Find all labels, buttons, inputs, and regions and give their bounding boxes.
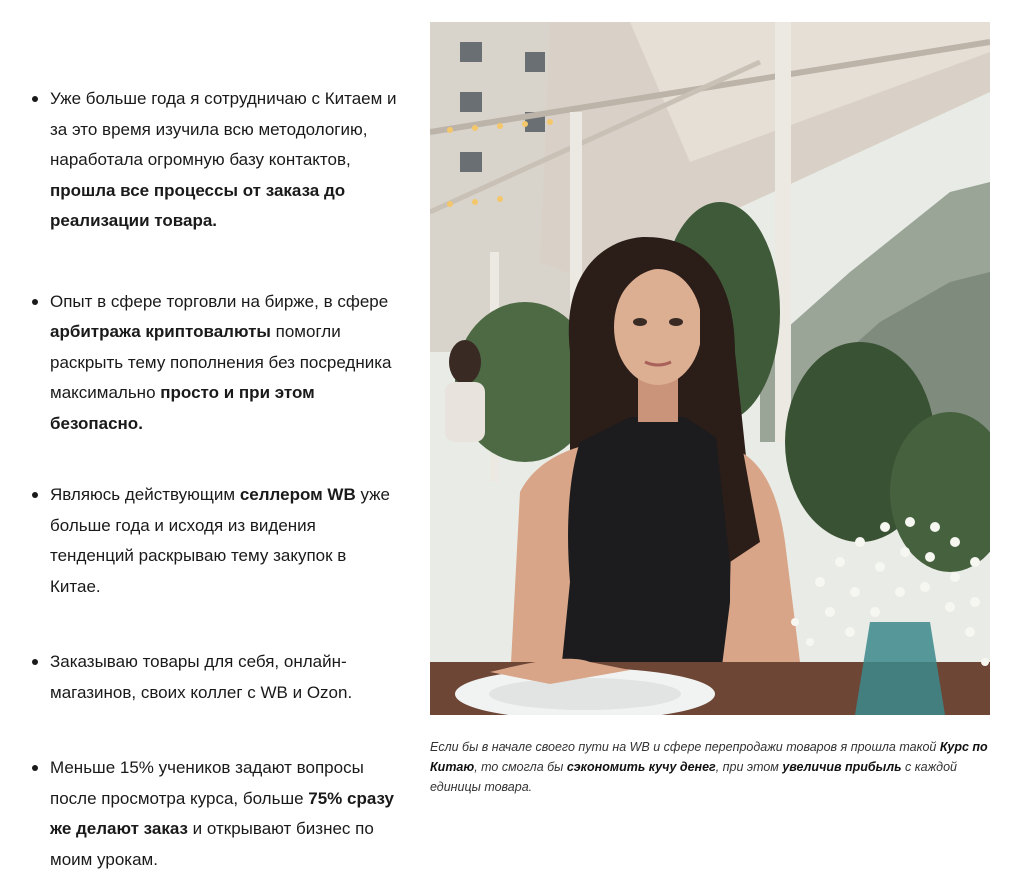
item-text: Меньше 15% учеников задают вопросы после просмотра курса, больше [50,758,364,808]
list-item [28,480,398,602]
item-text: Заказываю товары для себя, онлайн-магазинов, своих коллег с WB и Ozon. [50,652,353,702]
caption-highlight: увеличив прибыль [782,760,902,774]
caption-highlight: Курс по Китаю [430,740,988,774]
item-text: Уже больше года я сотрудничаю с Китаем и за это время изучила всю методологию, наработала огромную базу контактов, [50,89,397,169]
list-item [28,647,398,708]
caption-text: , то смогла бы [474,760,567,774]
caption-text: , при этом [715,760,783,774]
feature-list [28,84,398,875]
caption-text: с каждой единицы товара. [430,760,957,794]
caption-text: Если бы в начале своего пути на WB и сфере перепродажи товаров я прошла такой [430,740,940,754]
item-text: Являюсь действующим [50,485,240,504]
list-item [28,84,398,237]
photo-caption [430,737,1000,797]
item-text: и открывают бизнес по моим урокам. [50,819,374,869]
list-item [28,287,398,440]
item-text: Опыт в сфере торговли на бирже, в сфере [50,291,389,311]
author-photo-illustration [430,22,990,715]
item-highlight: просто и при этом безопасно. [50,383,315,433]
item-highlight: 75% сразу же делают заказ [50,788,394,838]
item-highlight: арбитража криптовалюты [50,322,271,341]
caption-highlight: сэкономить кучу денег [566,760,716,774]
author-photo [430,22,990,715]
item-text: уже больше года и исходя из видения тенденций раскрываю тему закупок в Китае. [50,485,390,596]
item-text: помогли раскрыть тему пополнения без посредника максимально [50,322,392,402]
item-highlight: прошла все процессы от заказа до реализации товара. [50,180,346,230]
item-highlight: селлером WB [239,485,356,504]
list-item [28,753,398,875]
